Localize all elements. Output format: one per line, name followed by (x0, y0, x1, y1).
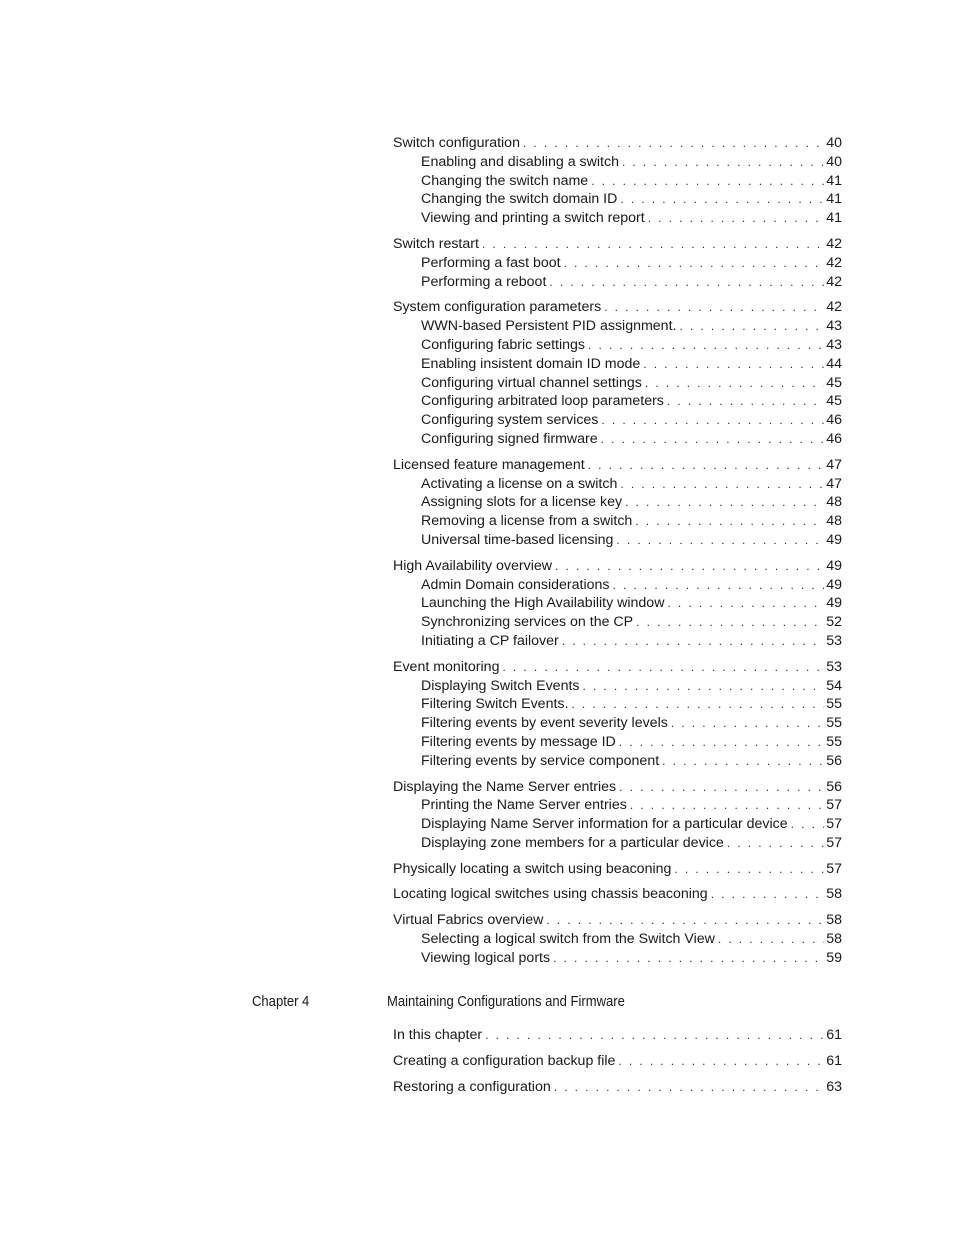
toc-entry[interactable] (393, 235, 842, 254)
toc-page-number: 48 (826, 494, 842, 511)
toc-entry-title: Viewing and printing a switch report (421, 210, 645, 227)
toc-entry-title: Enabling insistent domain ID mode (421, 355, 641, 372)
toc-page-number: 55 (826, 733, 842, 750)
dot-leader (679, 317, 824, 336)
toc-entry-title: Configuring signed firmware (421, 430, 598, 447)
toc-subentry[interactable] (393, 594, 842, 613)
dot-leader (612, 576, 824, 595)
toc-subentry[interactable] (393, 695, 842, 714)
toc-entry-title: Switch configuration (393, 135, 520, 151)
dot-leader (601, 430, 825, 449)
toc-page-number: 57 (826, 834, 842, 851)
toc-entry-title: Initiating a CP failover (421, 632, 559, 649)
toc-subentry[interactable] (393, 752, 842, 771)
toc-list (393, 134, 842, 975)
toc-entry-title: Displaying Switch Events (421, 677, 580, 694)
dot-leader (635, 512, 824, 531)
dot-leader (727, 834, 824, 853)
dot-leader (619, 733, 824, 752)
toc-entry-title: Displaying Name Server information for a particular device (421, 816, 788, 833)
toc-page-number: 41 (826, 172, 842, 189)
toc-page-number: 56 (826, 752, 842, 769)
toc-entry[interactable] (393, 911, 842, 930)
toc-entry-title: Performing a fast boot (421, 254, 561, 271)
dot-leader (618, 1052, 824, 1071)
toc-page-number: 56 (826, 778, 842, 795)
toc-entry-title: Virtual Fabrics overview (393, 912, 544, 929)
toc-subentry[interactable] (393, 317, 842, 336)
toc-page-number: 52 (826, 614, 842, 631)
toc-subentry[interactable] (393, 949, 842, 968)
dot-leader (554, 1078, 824, 1097)
toc-page-number: 53 (826, 658, 842, 675)
toc-page-number: 61 (826, 1027, 842, 1043)
toc-page-number: 47 (826, 475, 842, 492)
toc-subentry[interactable] (393, 930, 842, 949)
toc-page-number: 44 (826, 355, 842, 372)
toc-subentry[interactable] (393, 733, 842, 752)
dot-leader (662, 752, 824, 771)
dot-leader (620, 190, 824, 209)
toc-entry-title: Displaying zone members for a particular device (421, 834, 724, 851)
toc-subentry[interactable] (393, 273, 842, 292)
toc-entry-title: Synchronizing services on the CP (421, 614, 634, 631)
dot-leader (630, 796, 824, 815)
toc-subentry[interactable] (393, 336, 842, 355)
toc-entry-title: Event monitoring (393, 658, 500, 675)
toc-entry-title: High Availability overview (393, 557, 553, 574)
toc-section (393, 1026, 842, 1045)
dot-leader (667, 594, 824, 613)
toc-entry-title: Launching the High Availability window (421, 595, 665, 612)
toc-entry[interactable] (393, 885, 842, 904)
toc-subentry[interactable] (393, 613, 842, 632)
dot-leader (643, 355, 824, 374)
toc-entry-title: WWN-based Persistent PID assignment. (421, 318, 677, 335)
dot-leader (616, 531, 824, 550)
toc-entry-title: Displaying the Name Server entries (393, 778, 617, 795)
toc-page-number: 42 (826, 299, 842, 316)
toc-page-number: 40 (826, 135, 842, 151)
toc-subentry[interactable] (393, 430, 842, 449)
toc-entry-title: Printing the Name Server entries (421, 797, 627, 814)
dot-leader (711, 885, 825, 904)
toc-section (393, 860, 842, 879)
toc-page-number: 58 (826, 912, 842, 929)
toc-entry-title: Configuring arbitrated loop parameters (421, 393, 664, 410)
toc-section (393, 235, 842, 291)
toc-entry-title: Physically locating a switch using beaconing (393, 860, 672, 877)
toc-page-number: 57 (826, 860, 842, 877)
toc-section (393, 658, 842, 771)
dot-leader (791, 815, 825, 834)
toc-section (393, 778, 842, 853)
toc-subentry[interactable] (393, 392, 842, 411)
toc-entry-title: Viewing logical ports (421, 949, 551, 966)
toc-section (393, 1078, 842, 1097)
toc-section (393, 456, 842, 550)
toc-page-number: 45 (826, 374, 842, 391)
toc-page-number: 49 (826, 557, 842, 574)
dot-leader (588, 336, 824, 355)
dot-leader (571, 695, 824, 714)
toc-entry-title: Activating a license on a switch (421, 475, 618, 492)
toc-section (393, 557, 842, 651)
toc-subentry[interactable] (393, 355, 842, 374)
toc-entry-title: Restoring a configuration (393, 1078, 551, 1095)
dot-leader (588, 456, 825, 475)
toc-entry-title: Enabling and disabling a switch (421, 153, 619, 170)
toc-entry-title: Changing the switch domain ID (421, 191, 618, 208)
toc-page-number: 40 (826, 153, 842, 170)
dot-leader (645, 374, 824, 393)
toc-entry-title: Performing a reboot (421, 273, 547, 290)
toc-entry-title: Creating a configuration backup file (393, 1052, 616, 1069)
toc-subentry[interactable] (393, 374, 842, 393)
toc-page-number: 59 (826, 949, 842, 966)
dot-leader (667, 392, 824, 411)
toc-entry-title: In this chapter (393, 1027, 483, 1043)
toc-subentry[interactable] (393, 714, 842, 733)
toc-entry-title: Changing the switch name (421, 172, 589, 189)
toc-entry[interactable] (393, 778, 842, 797)
dot-leader (502, 658, 824, 677)
dot-leader (546, 911, 824, 930)
toc-entry[interactable] (393, 456, 842, 475)
toc-page-number: 46 (826, 412, 842, 429)
toc-section (393, 911, 842, 967)
toc-subentry[interactable] (393, 512, 842, 531)
chapter-toc-list (393, 1026, 842, 1103)
toc-subentry[interactable] (393, 475, 842, 494)
toc-page-number: 45 (826, 393, 842, 410)
toc-entry-title: Filtering events by message ID (421, 733, 616, 750)
dot-leader (648, 209, 825, 228)
toc-subentry[interactable] (393, 834, 842, 853)
toc-subentry[interactable] (393, 254, 842, 273)
toc-page-number: 58 (826, 886, 842, 903)
toc-entry-title: Configuring virtual channel settings (421, 374, 642, 391)
dot-leader (625, 493, 824, 512)
toc-entry-title: Locating logical switches using chassis beaconing (393, 886, 708, 903)
dot-leader (564, 254, 825, 273)
dot-leader (555, 557, 824, 576)
toc-page-number: 57 (826, 816, 842, 833)
toc-entry-title: Configuring system services (421, 412, 599, 429)
toc-subentry[interactable] (393, 677, 842, 696)
dot-leader (620, 475, 824, 494)
toc-section (393, 885, 842, 904)
toc-entry-title: Selecting a logical switch from the Switch View (421, 931, 715, 948)
dot-leader (583, 677, 825, 696)
chapter-heading (252, 994, 792, 1016)
toc-entry[interactable] (393, 860, 842, 879)
toc-entry-title: Configuring fabric settings (421, 336, 586, 353)
toc-entry-title: Filtering Switch Events. (421, 696, 569, 713)
toc-page-number: 42 (826, 273, 842, 290)
toc-subentry[interactable] (393, 815, 842, 834)
toc-subentry[interactable] (393, 411, 842, 430)
toc-page-number: 49 (826, 531, 842, 548)
toc-page-number: 58 (826, 931, 842, 948)
toc-entry-title: System configuration parameters (393, 299, 602, 316)
toc-entry[interactable] (393, 1026, 842, 1045)
dot-leader (562, 632, 824, 651)
dot-leader (619, 778, 824, 797)
toc-page-number: 55 (826, 715, 842, 732)
toc-subentry[interactable] (393, 531, 842, 550)
dot-leader (549, 273, 824, 292)
dot-leader (674, 860, 824, 879)
toc-page-number: 47 (826, 456, 842, 473)
toc-page-number: 48 (826, 513, 842, 530)
toc-entry-title: Switch restart (393, 235, 479, 252)
toc-entry[interactable] (393, 1052, 842, 1071)
toc-subentry[interactable] (393, 493, 842, 512)
toc-page-number: 53 (826, 632, 842, 649)
toc-entry-title: Universal time-based licensing (421, 531, 614, 548)
dot-leader (671, 714, 824, 733)
toc-entry-title: Licensed feature management (393, 456, 585, 473)
dot-leader (553, 949, 824, 968)
toc-subentry[interactable] (393, 796, 842, 815)
dot-leader (591, 172, 824, 191)
toc-entry[interactable] (393, 1078, 842, 1097)
dot-leader (485, 1026, 824, 1045)
toc-entry-title: Admin Domain considerations (421, 576, 610, 593)
chapter-title: Maintaining Configurations and Firmware (387, 994, 625, 1010)
dot-leader (601, 411, 824, 430)
toc-page-number: 42 (826, 254, 842, 271)
dot-leader (523, 134, 824, 153)
toc-subentry[interactable] (393, 209, 842, 228)
toc-page-number: 43 (826, 336, 842, 353)
toc-page-number: 55 (826, 696, 842, 713)
toc-entry[interactable] (393, 658, 842, 677)
toc-page-number: 42 (826, 235, 842, 252)
dot-leader (636, 613, 824, 632)
toc-subentry[interactable] (393, 190, 842, 209)
toc-entry[interactable] (393, 134, 842, 153)
toc-entry-title: Assigning slots for a license key (421, 494, 623, 511)
toc-section (393, 134, 842, 228)
toc-entry-title: Filtering events by event severity levels (421, 715, 668, 732)
toc-page-number: 57 (826, 797, 842, 814)
toc-entry[interactable] (393, 557, 842, 576)
dot-leader (482, 235, 824, 254)
toc-page-number: 43 (826, 318, 842, 335)
toc-page-number: 61 (826, 1052, 842, 1069)
toc-subentry[interactable] (393, 172, 842, 191)
toc-page-number: 49 (826, 576, 842, 593)
toc-entry-title: Filtering events by service component (421, 752, 660, 769)
toc-section (393, 298, 842, 448)
dot-leader (604, 298, 824, 317)
toc-page-number: 63 (826, 1078, 842, 1095)
toc-subentry[interactable] (393, 632, 842, 651)
toc-subentry[interactable] (393, 576, 842, 595)
toc-page-number: 49 (826, 595, 842, 612)
toc-entry[interactable] (393, 298, 842, 317)
toc-section (393, 1052, 842, 1071)
chapter-number: Chapter 4 (252, 994, 310, 1010)
toc-page-number: 41 (826, 210, 842, 227)
dot-leader (622, 153, 824, 172)
toc-page-number: 46 (826, 430, 842, 447)
toc-entry-title: Removing a license from a switch (421, 513, 633, 530)
toc-subentry[interactable] (393, 153, 842, 172)
dot-leader (718, 930, 824, 949)
toc-page-number: 54 (826, 677, 842, 694)
toc-page-number: 41 (826, 191, 842, 208)
